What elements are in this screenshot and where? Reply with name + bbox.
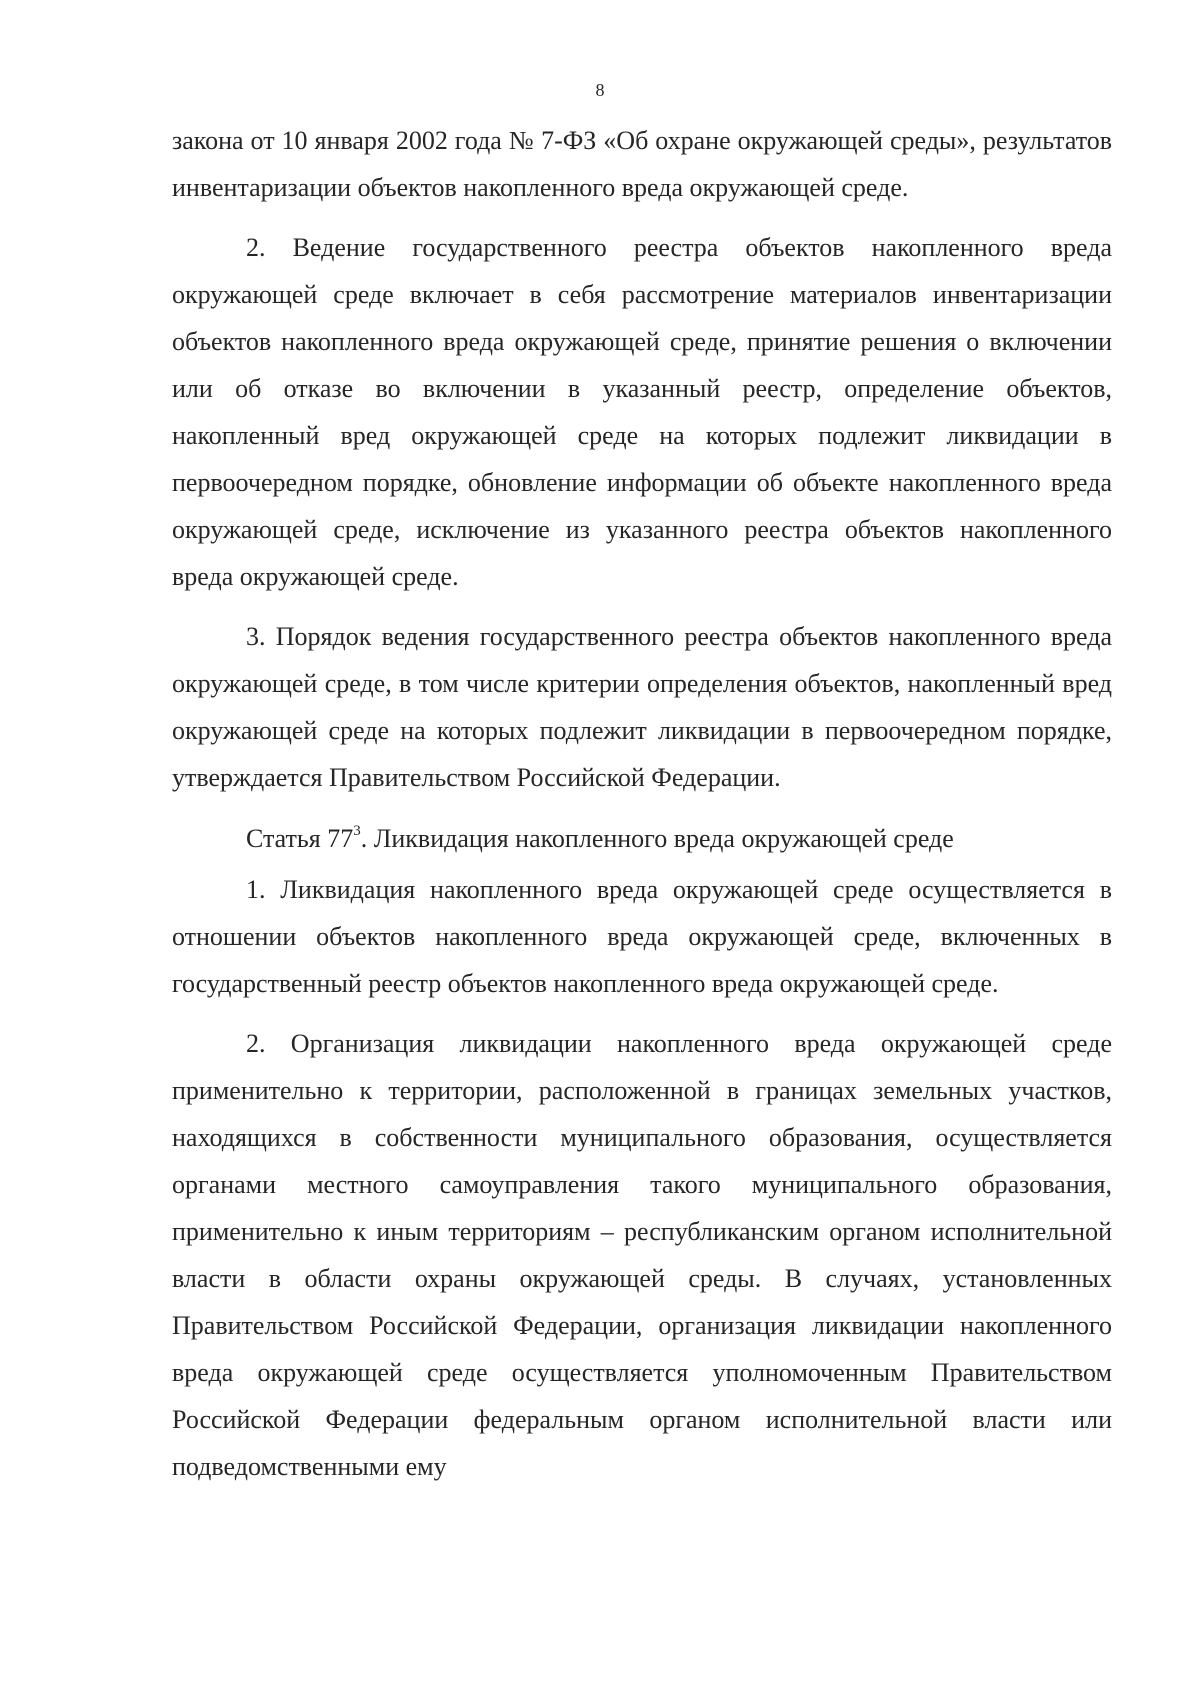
article-paragraph-1: 1. Ликвидация накопленного вреда окружающей среде осуществляется в отношении объектов накопленного вреда окружающей среде, включенных в государственный реестр объектов накопленного вреда окружающей среде.: [172, 875, 1112, 998]
article-heading-prefix: Статья 77: [246, 824, 354, 853]
page-number: 8: [595, 80, 605, 100]
document-body: [172, 117, 1112, 1503]
article-heading-title: . Ликвидация накопленного вреда окружающей среде: [360, 824, 954, 853]
article-heading: [172, 815, 1112, 862]
article-paragraph-2: 2. Организация ликвидации накопленного вреда окружающей среде применительно к территории, расположенной в границах земельных участков, находящихся в собственности муниципального образования, осуществляется органами местного самоуправления такого муниципального образования, применительно к иным территориям – республиканским органом исполнительной власти в области охраны окружающей среды. В случаях, установленных Правительством Российской Федерации, организация ликвидации накопленного вреда окружающей среде осуществляется уполномоченным Правительством Российской Федерации федеральным органом исполнительной власти или подведомственными ему: [172, 1029, 1112, 1481]
paragraph-item-3: 3. Порядок ведения государственного реестра объектов накопленного вреда окружающей среде, в том числе критерии определения объектов, накопленный вред окружающей среде на которых подлежит ликвидации в первоочередном порядке, утверждается Правительством Российской Федерации.: [172, 622, 1112, 792]
article-number-superscript: 3: [353, 823, 361, 840]
paragraph-continued: закона от 10 января 2002 года № 7-ФЗ «Об охране окружающей среды», результатов инвентаризации объектов накопленного вреда окружающей среде.: [172, 126, 1112, 202]
paragraph-item-2: 2. Ведение государственного реестра объектов накопленного вреда окружающей среде включает в себя рассмотрение материалов инвентаризации объектов накопленного вреда окружающей среде, принятие решения о включении или об отказе во включении в указанный реестр, определение объектов, накопленный вред окружающей среде на которых подлежит ликвидации в первоочередном порядке, обновление информации об объекте накопленного вреда окружающей среде, исключение из указанного реестра объектов накопленного вреда окружающей среде.: [172, 233, 1112, 591]
